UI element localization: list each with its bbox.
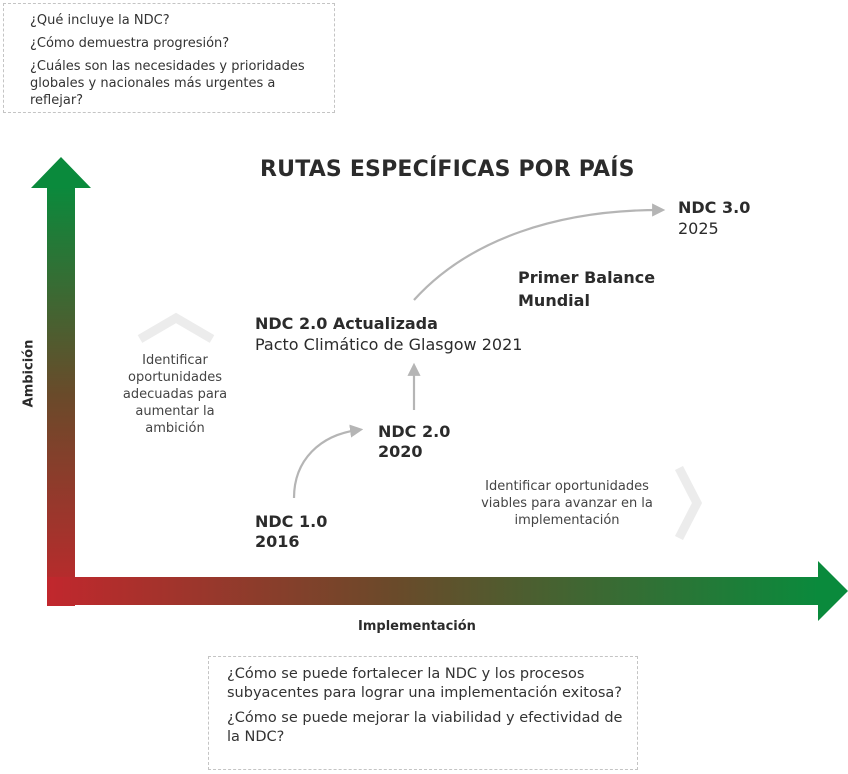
milestone-ndc3 bbox=[678, 198, 750, 239]
question-item: ¿Qué incluye la NDC? bbox=[30, 13, 170, 28]
connector-ndc1-to-ndc2 bbox=[294, 430, 358, 498]
milestone-ndc2-updated bbox=[255, 314, 522, 355]
question-item: ¿Cómo demuestra progresión? bbox=[30, 36, 230, 51]
question-item: ¿Cuáles son las necesidades y prioridades globales y nacionales más urgentes a reflejar? bbox=[30, 59, 305, 108]
guiding-questions-implementation bbox=[208, 656, 638, 770]
note-ambition-opportunities: Identificar oportunidades adecuadas para aumentar la ambición bbox=[122, 353, 228, 436]
milestone-ndc2 bbox=[378, 422, 450, 462]
diagram-title: RUTAS ESPECÍFICAS POR PAÍS bbox=[260, 157, 635, 182]
milestone-label: NDC 2.0 bbox=[378, 422, 451, 441]
y-axis-arrow bbox=[31, 157, 91, 606]
milestone-ndc1 bbox=[255, 512, 327, 552]
question-item: ¿Cómo se puede mejorar la viabilidad y efectividad de la NDC? bbox=[227, 710, 623, 745]
x-axis-label: Implementación bbox=[358, 619, 476, 634]
x-axis-arrow bbox=[47, 561, 848, 621]
milestone-label: NDC 1.0 bbox=[255, 512, 328, 531]
milestone-year: 2025 bbox=[678, 219, 719, 238]
milestone-subtitle: Pacto Climático de Glasgow 2021 bbox=[255, 335, 523, 354]
milestone-year: 2020 bbox=[378, 442, 423, 461]
y-axis-label: Ambición bbox=[21, 339, 37, 408]
milestone-label: NDC 3.0 bbox=[678, 198, 751, 217]
question-item: ¿Cómo se puede fortalecer la NDC y los procesos subyacentes para lograr una implementación exitosa? bbox=[227, 666, 622, 701]
chevron-up-icon bbox=[140, 318, 212, 339]
note-implementation-opportunities: Identificar oportunidades viables para avanzar en la implementación bbox=[481, 479, 653, 528]
chevron-right-icon bbox=[679, 468, 697, 538]
milestone-year: 2016 bbox=[255, 532, 300, 551]
milestone-label: Primer Balance Mundial bbox=[518, 268, 656, 310]
milestone-label: NDC 2.0 Actualizada bbox=[255, 314, 438, 333]
milestone-global-stocktake bbox=[518, 266, 688, 312]
